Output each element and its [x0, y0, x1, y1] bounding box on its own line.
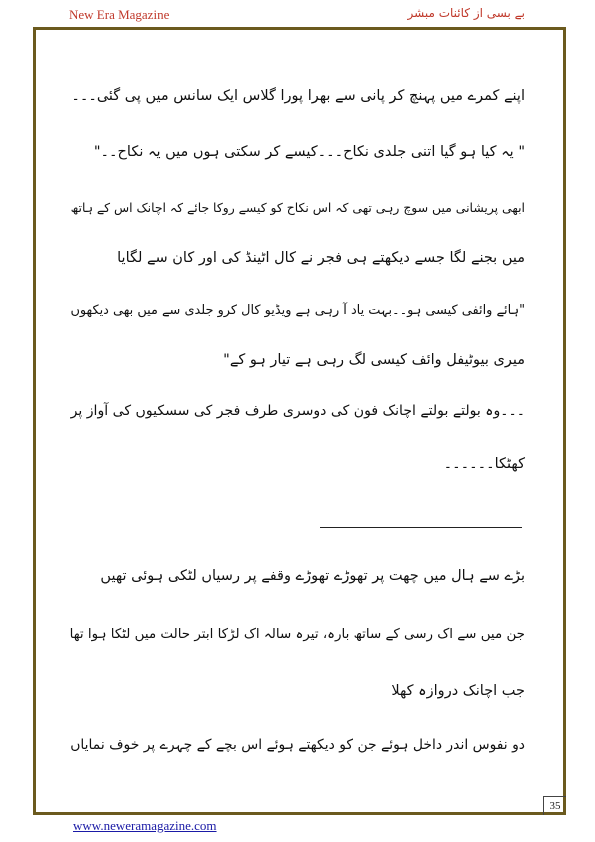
story-title: بے بسی از کائنات مبشر [407, 6, 525, 20]
paragraph-line: ۔۔۔وہ بولتے بولتے اچانک فون کی دوسری طرف فجر کی سسکیوں کی آواز پر [70, 403, 525, 419]
paragraph-line: ابھی پریشانی میں سوچ رہی تھی کہ اس نکاح کو کیسے روکا جائے کہ اچانک اس کے ہاتھ [70, 200, 525, 215]
paragraph-line: جن میں سے اک رسی کے ساتھ بارہ، تیرہ سالہ اک لڑکا ابتر حالت میں لٹکا ہوا تھا [69, 627, 525, 642]
paragraph-line: جب اچانک دروازہ کھلا [391, 683, 525, 699]
paragraph-line: " یہ کیا ہو گیا اتنی جلدی نکاح۔۔۔کیسے کر سکتی ہوں میں یہ نکاح۔۔" [93, 144, 525, 160]
paragraph-line: میں بجنے لگا جسے دیکھتے ہی فجر نے کال اٹینڈ کی اور کان سے لگایا [117, 250, 525, 266]
magazine-name: New Era Magazine [69, 7, 170, 22]
paragraph-line: اپنے کمرے میں پہنچ کر پانی سے بھرا پورا گلاس ایک سانس میں پی گئی۔۔۔ [71, 88, 525, 104]
section-divider [320, 527, 522, 528]
paragraph-line: "ہائے وائفی کیسی ہو۔۔بہت یاد آ رہی ہے ویڈیو کال کرو جلدی سے میں بھی دیکھوں [70, 303, 525, 318]
website-link[interactable]: www.neweramagazine.com [73, 818, 217, 833]
paragraph-line: بڑے سے ہال میں چھت پر تھوڑے تھوڑے وقفے پر رسیاں لٹکی ہوئی تھیں [100, 568, 525, 584]
page-number: 35 [543, 796, 566, 815]
paragraph-line: میری بیوٹیفل وائف کیسی لگ رہی ہے تیار ہو کے" [223, 352, 525, 368]
paragraph-line: کھٹکا۔۔۔۔۔۔ [443, 456, 525, 472]
paragraph-line: دو نفوس اندر داخل ہوئے جن کو دیکھتے ہوئے اس بچے کے چہرے پر خوف نمایاں [70, 737, 525, 753]
